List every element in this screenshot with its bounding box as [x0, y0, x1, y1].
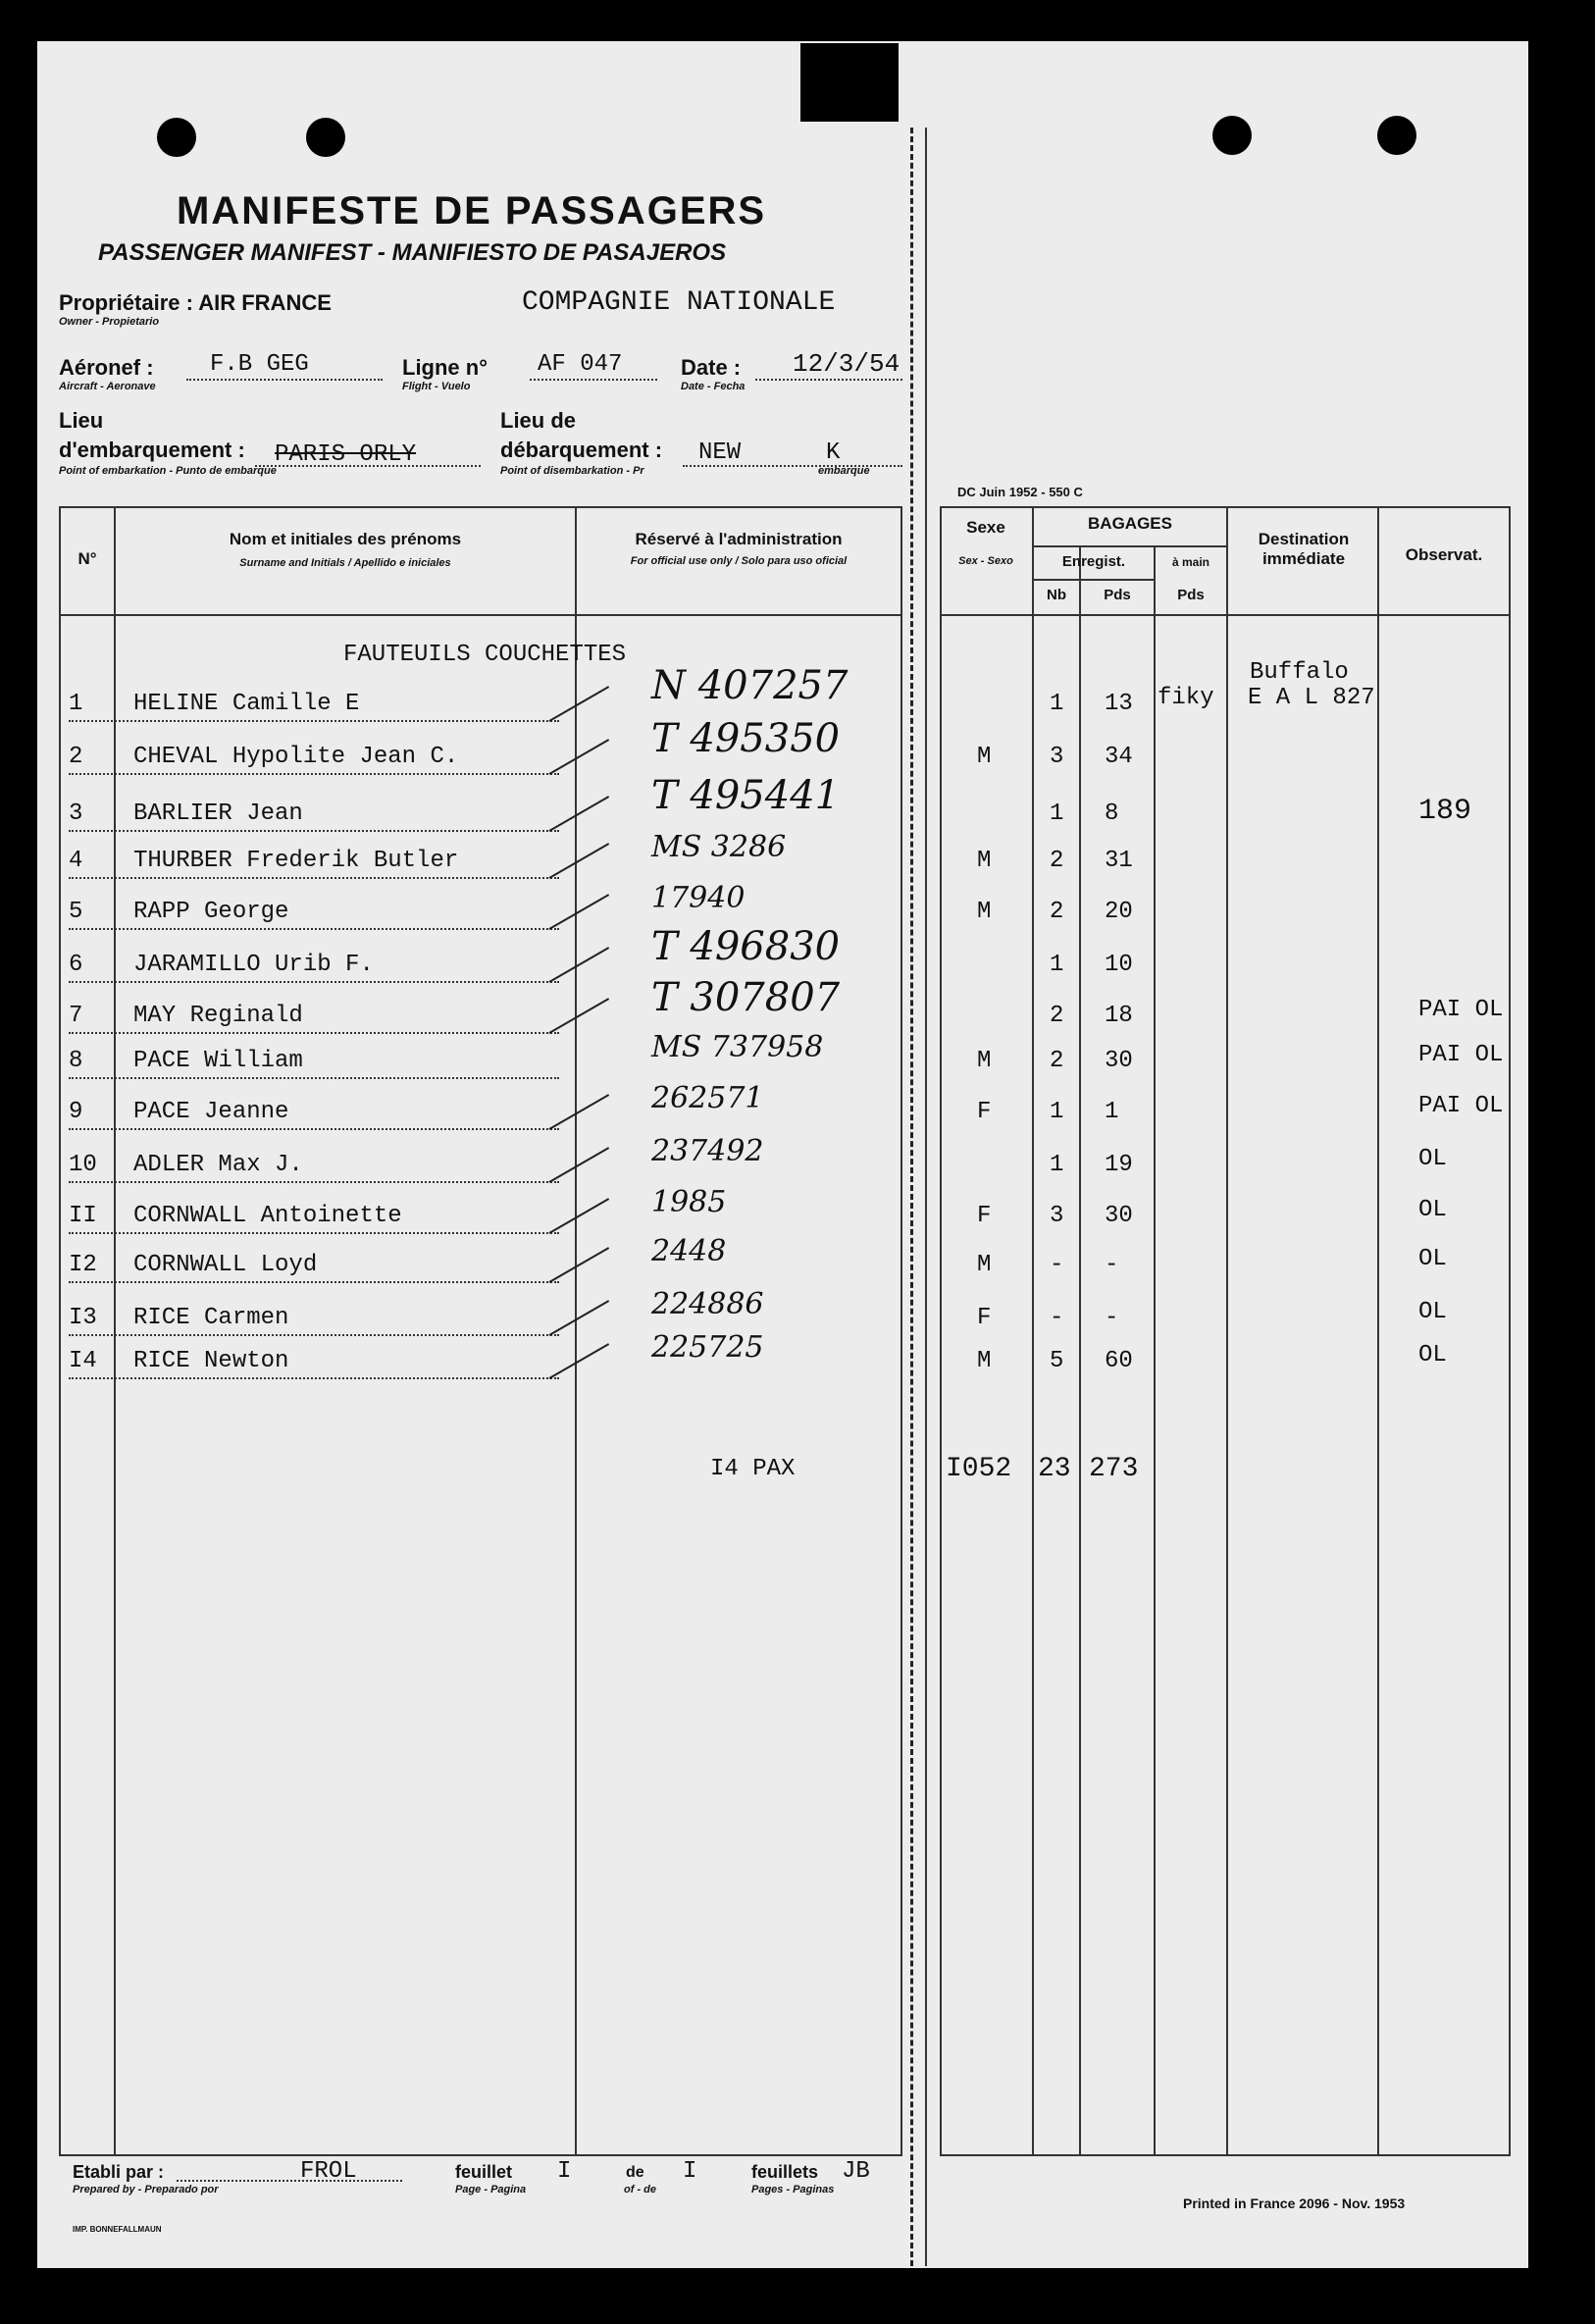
- passenger-sex: M: [977, 1348, 992, 1374]
- row-number: 6: [69, 952, 83, 978]
- sheets-label: feuillets: [751, 2162, 819, 2182]
- prepared-value: FROL: [300, 2158, 357, 2185]
- row-number: I4: [69, 1348, 97, 1374]
- table-border: [59, 506, 902, 508]
- observation: OL: [1418, 1197, 1447, 1223]
- of-label: de: [626, 2164, 644, 2181]
- total-nb: 23: [1038, 1454, 1071, 1484]
- ticket-number: 17940: [651, 881, 746, 915]
- passenger-sex: F: [977, 1305, 992, 1331]
- row-line: [69, 1281, 559, 1283]
- passenger-name: CHEVAL Hypolite Jean C.: [133, 744, 459, 770]
- aircraft-sub: Aircraft - Aeronave: [59, 381, 156, 392]
- flight-sub: Flight - Vuelo: [402, 381, 471, 392]
- baggage-weight: -: [1105, 1305, 1119, 1331]
- row-line: [69, 928, 559, 930]
- baggage-count: 1: [1050, 1152, 1064, 1178]
- aircraft-label: Aéronef :: [59, 355, 154, 380]
- embark-label-2: d'embarquement :: [59, 438, 245, 462]
- pages-sub: Pages - Paginas: [751, 2184, 835, 2195]
- baggage-count: -: [1050, 1305, 1064, 1331]
- total-pax: I4 PAX: [710, 1456, 796, 1482]
- baggage-weight: 20: [1105, 899, 1133, 925]
- date-value: 12/3/54: [793, 349, 900, 379]
- disembark-label-2: débarquement :: [500, 438, 663, 462]
- row-line: [69, 877, 559, 879]
- row-line: [69, 1128, 559, 1130]
- printed-note: Printed in France 2096 - Nov. 1953: [1183, 2195, 1406, 2211]
- baggage-count: 3: [1050, 1203, 1064, 1229]
- row-line: [69, 773, 559, 775]
- passenger-sex: M: [977, 744, 992, 770]
- ticket-number: 224886: [651, 1287, 764, 1321]
- ticket-number: T 495350: [651, 716, 841, 761]
- passenger-sex: M: [977, 1252, 992, 1278]
- disembark-value: NEW: [698, 439, 742, 466]
- baggage-weight: 31: [1105, 848, 1133, 874]
- destination: E A L 827: [1248, 685, 1375, 711]
- baggage-count: 2: [1050, 1048, 1064, 1074]
- passenger-name: RAPP George: [133, 899, 289, 925]
- form-code: DC Juin 1952 - 550 C: [957, 485, 1083, 499]
- ticket-number: MS 737958: [651, 1030, 824, 1064]
- passenger-name: MAY Reginald: [133, 1003, 303, 1029]
- disembark-sub-2: embarque: [818, 465, 870, 477]
- prepared-label: Etabli par :: [73, 2162, 165, 2182]
- row-number: 5: [69, 899, 83, 925]
- observation: OL: [1418, 1146, 1447, 1172]
- passenger-name: CORNWALL Loyd: [133, 1252, 318, 1278]
- row-number: 10: [69, 1152, 97, 1178]
- observation: OL: [1418, 1342, 1447, 1369]
- passenger-name: ADLER Max J.: [133, 1152, 303, 1178]
- col-admin-header: Réservé à l'administration: [635, 530, 843, 548]
- row-line: [69, 1232, 559, 1234]
- baggage-weight: 10: [1105, 952, 1133, 978]
- row-line: [69, 830, 559, 832]
- ticket-number: 2448: [651, 1234, 727, 1268]
- flight-value: AF 047: [538, 351, 623, 378]
- baggage-count: 1: [1050, 800, 1064, 827]
- baggage-count: -: [1050, 1252, 1064, 1278]
- row-number: I2: [69, 1252, 97, 1278]
- row-number: 7: [69, 1003, 83, 1029]
- col-destination-header: Destination immédiate: [1258, 530, 1350, 568]
- row-line: [69, 1181, 559, 1183]
- embark-sub: Point of embarkation - Punto de embarque: [59, 465, 277, 477]
- baggage-weight: 30: [1105, 1203, 1133, 1229]
- baggage-count: 2: [1050, 899, 1064, 925]
- destination-buffalo: Buffalo: [1250, 659, 1349, 686]
- total-sex: I052: [946, 1454, 1012, 1484]
- ticket-number: T 307807: [651, 975, 841, 1020]
- col-registered-header: Enregist.: [1061, 553, 1126, 570]
- ticket-number: 225725: [651, 1330, 764, 1365]
- col-baggage-header: BAGAGES: [1088, 514, 1172, 533]
- ticket-number: 237492: [651, 1134, 764, 1168]
- ticket-number: MS 3286: [651, 830, 787, 864]
- ticket-number: 262571: [651, 1081, 764, 1115]
- passenger-name: HELINE Camille E: [133, 691, 360, 717]
- passenger-sex: F: [977, 1203, 992, 1229]
- baggage-weight: 1: [1105, 1099, 1119, 1125]
- passenger-name: RICE Newton: [133, 1348, 289, 1374]
- row-line: [69, 1377, 559, 1379]
- baggage-count: 1: [1050, 1099, 1064, 1125]
- sheet-label: feuillet: [455, 2162, 513, 2182]
- prepared-sub: Prepared by - Preparado por: [73, 2184, 219, 2195]
- disembark-label-1: Lieu de: [500, 408, 577, 433]
- passenger-name: PACE William: [133, 1048, 303, 1074]
- page-sub: Page - Pagina: [455, 2184, 527, 2195]
- baggage-weight: 34: [1105, 744, 1133, 770]
- owner-label: Propriétaire : AIR FRANCE: [59, 290, 332, 315]
- baggage-weight: 60: [1105, 1348, 1133, 1374]
- baggage-count: 2: [1050, 1003, 1064, 1029]
- row-line: [69, 981, 559, 983]
- passenger-sex: M: [977, 848, 992, 874]
- passenger-name: BARLIER Jean: [133, 800, 303, 827]
- ticket-number: T 495441: [651, 773, 841, 818]
- passenger-sex: F: [977, 1099, 992, 1125]
- observation: PAI OL: [1418, 1042, 1504, 1068]
- row-number: 3: [69, 800, 83, 827]
- col-nb-header: Nb: [1047, 587, 1066, 603]
- observation: OL: [1418, 1299, 1447, 1325]
- baggage-weight: -: [1105, 1252, 1119, 1278]
- col-admin-sub: For official use only / Solo para uso oficial: [630, 555, 848, 567]
- observation: PAI OL: [1418, 997, 1504, 1023]
- baggage-weight: 30: [1105, 1048, 1133, 1074]
- passenger-sex: M: [977, 1048, 992, 1074]
- imprint-note: IMP. BONNEFALLMAUN: [73, 2225, 162, 2234]
- observation: PAI OL: [1418, 1093, 1504, 1119]
- aircraft-value: F.B GEG: [210, 351, 309, 378]
- observation: OL: [1418, 1246, 1447, 1272]
- baggage-count: 1: [1050, 952, 1064, 978]
- embark-value: PARIS ORLY: [275, 441, 417, 468]
- row-line: [69, 720, 559, 722]
- date-sub: Date - Fecha: [681, 381, 746, 392]
- col-cabin-header: à main: [1171, 555, 1209, 569]
- col-cabin-pds-header: Pds: [1177, 587, 1205, 603]
- document-title: MANIFESTE DE PASSAGERS: [177, 189, 767, 232]
- col-sex-header: Sexe: [966, 518, 1005, 537]
- punch-hole: [157, 118, 196, 157]
- row-line: [69, 1077, 559, 1079]
- disembark-sub: Point of disembarkation - Pr: [500, 465, 644, 477]
- owner-value: COMPAGNIE NATIONALE: [522, 287, 836, 318]
- col-observ-header: Observat.: [1405, 545, 1483, 564]
- punch-hole: [306, 118, 345, 157]
- document-subtitle: PASSENGER MANIFEST - MANIFIESTO DE PASAJEROS: [98, 239, 727, 266]
- baggage-count: 5: [1050, 1348, 1064, 1374]
- initials: JB: [842, 2158, 870, 2185]
- of-sub: of - de: [624, 2184, 656, 2195]
- baggage-count: 1: [1050, 691, 1064, 717]
- baggage-weight: 18: [1105, 1003, 1133, 1029]
- embark-label-1: Lieu: [59, 408, 104, 433]
- ticket-number: N 407257: [651, 663, 849, 708]
- flight-label: Ligne n°: [402, 355, 489, 380]
- row-number: I3: [69, 1305, 97, 1331]
- ticket-number: T 496830: [651, 924, 841, 969]
- baggage-weight: 13: [1105, 691, 1133, 717]
- section-label: FAUTEUILS COUCHETTES: [343, 642, 627, 668]
- ticket-number: 1985: [651, 1185, 727, 1219]
- row-number: 1: [69, 691, 83, 717]
- row-number: 8: [69, 1048, 83, 1074]
- col-name-sub: Surname and Initials / Apellido e iniciales: [239, 557, 451, 569]
- row-number: II: [69, 1203, 97, 1229]
- of-value: I: [683, 2158, 697, 2185]
- punch-hole: [1377, 116, 1416, 155]
- col-name-header: Nom et initiales des prénoms: [229, 530, 462, 548]
- passenger-name: PACE Jeanne: [133, 1099, 289, 1125]
- cabin-baggage: fiky: [1158, 685, 1214, 711]
- observation: 189: [1418, 795, 1472, 828]
- punch-hole: [1212, 116, 1252, 155]
- row-line: [69, 1334, 559, 1336]
- row-number: 2: [69, 744, 83, 770]
- disembark-value-2: K: [826, 439, 841, 466]
- perforation-line: [910, 128, 927, 2266]
- owner-sub: Owner - Propietario: [59, 316, 160, 328]
- passenger-name: THURBER Frederik Butler: [133, 848, 459, 874]
- passenger-name: JARAMILLO Urib F.: [133, 952, 374, 978]
- date-label: Date :: [681, 355, 742, 380]
- total-pds: 273: [1089, 1454, 1139, 1484]
- paper-tear: [800, 43, 899, 122]
- row-line: [69, 1032, 559, 1034]
- passenger-name: RICE Carmen: [133, 1305, 289, 1331]
- passenger-sex: M: [977, 899, 992, 925]
- baggage-count: 2: [1050, 848, 1064, 874]
- col-sex-sub: Sex - Sexo: [958, 555, 1013, 567]
- passenger-name: CORNWALL Antoinette: [133, 1203, 402, 1229]
- baggage-weight: 19: [1105, 1152, 1133, 1178]
- col-pds-header: Pds: [1104, 587, 1131, 603]
- baggage-weight: 8: [1105, 800, 1119, 827]
- sheet-value: I: [557, 2158, 572, 2185]
- row-number: 9: [69, 1099, 83, 1125]
- row-number: 4: [69, 848, 83, 874]
- col-no-header: N°: [77, 549, 97, 568]
- baggage-count: 3: [1050, 744, 1064, 770]
